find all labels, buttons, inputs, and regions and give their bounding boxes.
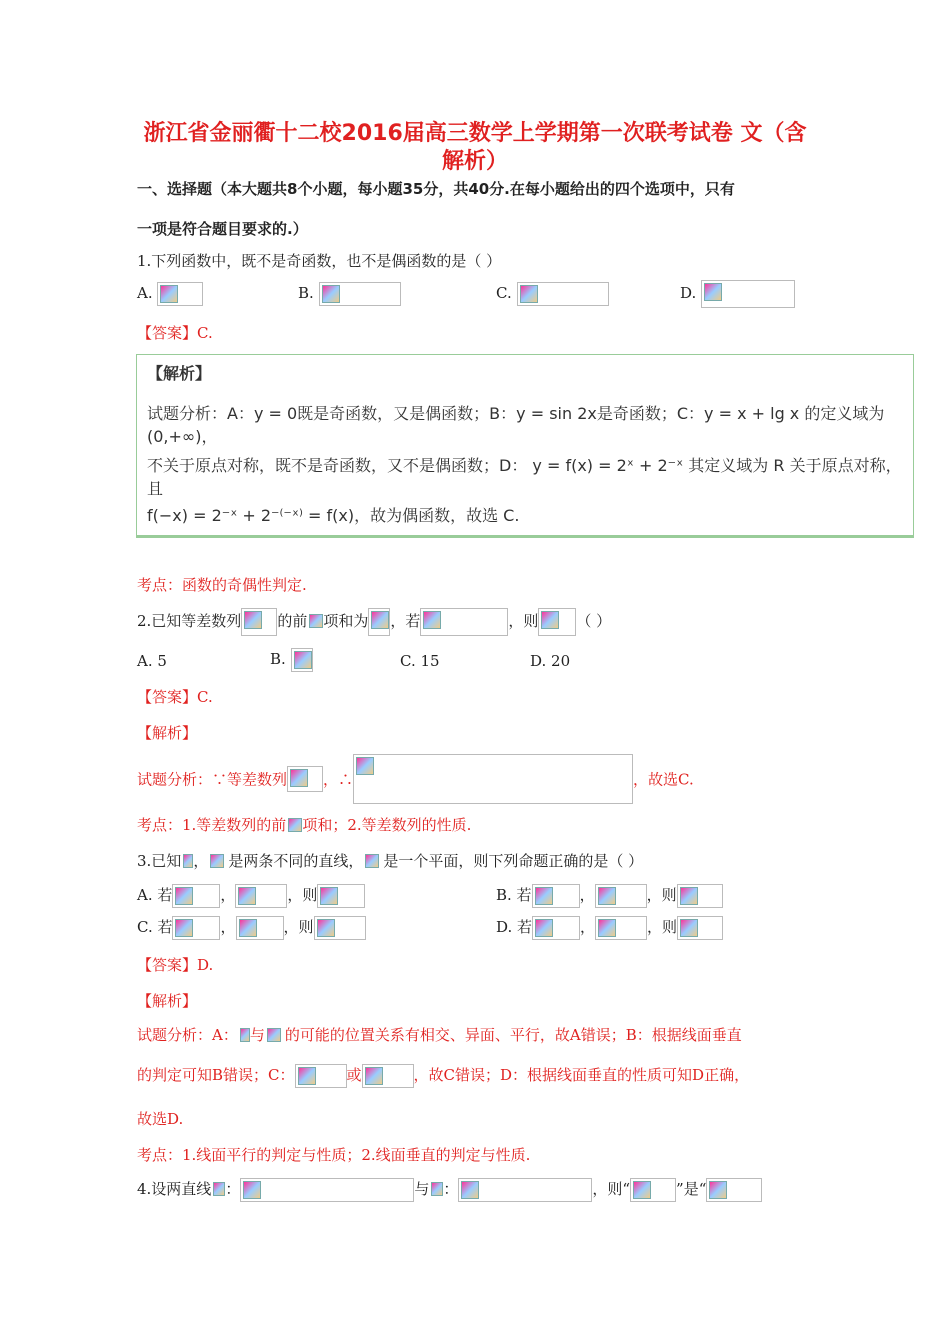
q1-point: 考点：函数的奇偶性判定.: [137, 576, 307, 594]
analysis-text: 的判定可知B错误；C：: [137, 1066, 295, 1084]
q1-analysis-line2: 不关于原点对称，既不是奇函数，又不是偶函数；D： y = f(x) = 2ˣ + 2⁻ˣ 其定义域为 R 关于原点对称，且: [147, 456, 902, 498]
q3-stem: [137, 850, 643, 873]
broken-image-icon: [211, 1179, 225, 1201]
q2-option-c: C. 15: [400, 652, 440, 670]
q2-option-d: D. 20: [530, 652, 571, 670]
option-label: C. 若: [137, 918, 173, 936]
stem-text: ，: [193, 852, 209, 870]
q1-stem: 1.下列函数中，既不是奇函数，也不是偶函数的是（ ）: [137, 252, 502, 270]
broken-image-icon: [172, 884, 220, 908]
q1-option-a: [137, 282, 203, 306]
q3-option-d: [496, 916, 723, 940]
broken-image-icon: [368, 608, 390, 636]
separator: ，: [220, 886, 236, 904]
separator: ，则: [646, 886, 677, 904]
stem-text: ：: [443, 1180, 459, 1198]
separator: ，则: [283, 918, 314, 936]
stem-text: ，则“: [592, 1180, 631, 1198]
broken-image-icon: [677, 916, 723, 940]
stem-text: 3.已知: [137, 852, 182, 870]
broken-image-icon: [238, 1025, 250, 1047]
stem-text: 项和为: [323, 612, 369, 630]
stem-text: ，则: [508, 612, 539, 630]
analysis-text: ，∴: [323, 770, 354, 789]
stem-text: 4.设两直线: [137, 1180, 212, 1198]
stem-text: 是一个平面，则下列命题正确的是（ ）: [383, 852, 644, 870]
q1-analysis-line1: 试题分析：A：y = 0既是奇函数，又是偶函数；B：y = sin 2x是奇函数；C：y = x + lg x 的定义域为(0,+∞)，: [147, 404, 885, 446]
point-text: 项和；2.等差数列的性质.: [302, 816, 472, 834]
option-label: A. 若: [137, 886, 173, 904]
option-label: D. 若: [496, 918, 533, 936]
broken-image-icon: [157, 282, 203, 306]
broken-image-icon: [706, 1178, 762, 1202]
option-label: B.: [270, 650, 286, 668]
q1-analysis-box: [136, 354, 914, 538]
broken-image-icon: [319, 282, 401, 306]
q4-stem: [137, 1178, 762, 1202]
section-heading-line2: 一项是符合题目要求的.）: [137, 220, 308, 238]
separator: ，: [220, 918, 236, 936]
broken-image-icon: [532, 916, 580, 940]
broken-image-icon: [517, 282, 609, 306]
analysis-text: 或: [346, 1066, 362, 1084]
document-title-line2: 解析）: [441, 149, 508, 174]
stem-text: 与: [414, 1180, 430, 1198]
separator: ，: [580, 918, 596, 936]
option-label: B. 若: [496, 886, 532, 904]
stem-text: 的前: [277, 612, 308, 630]
q2-point: [137, 814, 471, 837]
broken-image-icon: [265, 1025, 285, 1047]
broken-image-icon: [595, 884, 647, 908]
broken-image-icon: [208, 851, 228, 873]
broken-image-icon: [458, 1178, 592, 1202]
q1-option-b: [298, 282, 401, 306]
stem-text: ，若: [390, 612, 421, 630]
analysis-text: 与: [249, 1026, 265, 1044]
section-heading-line1: 一、选择题（本大题共8个小题，每小题35分，共40分.在每小题给出的四个选项中，只有: [137, 180, 735, 198]
stem-text: 是两条不同的直线，: [228, 852, 364, 870]
broken-image-icon: [353, 754, 633, 804]
q3-analysis-title: 【解析】: [137, 992, 198, 1010]
document-title-line1: 浙江省金丽衢十二校2016届高三数学上学期第一次联考试卷 文（含: [143, 121, 807, 146]
q1-option-d: [680, 280, 795, 308]
q3-point: 考点：1.线面平行的判定与性质；2.线面垂直的判定与性质.: [137, 1146, 531, 1164]
broken-image-icon: [420, 608, 508, 636]
stem-text: ：: [225, 1180, 241, 1198]
q3-analysis-line2: [137, 1064, 749, 1088]
broken-image-icon: [701, 280, 795, 308]
q2-option-a: A. 5: [137, 652, 167, 670]
analysis-text: ，故C错误；D：根据线面垂直的性质可知D正确，: [413, 1066, 750, 1084]
broken-image-icon: [240, 1178, 414, 1202]
broken-image-icon: [307, 611, 323, 633]
stem-text: ”是“: [676, 1180, 707, 1198]
q3-analysis-line1: [137, 1024, 742, 1047]
q2-analysis-title: 【解析】: [137, 724, 198, 742]
broken-image-icon: [172, 916, 220, 940]
broken-image-icon: [538, 608, 576, 636]
analysis-text: 试题分析：∵等差数列: [137, 770, 288, 789]
broken-image-icon: [532, 884, 580, 908]
broken-image-icon: [630, 1178, 676, 1202]
stem-text: （ ）: [576, 612, 612, 630]
separator: ，则: [647, 918, 678, 936]
analysis-text: 试题分析：A：: [137, 1026, 238, 1044]
broken-image-icon: [595, 916, 647, 940]
option-label: C.: [496, 284, 512, 302]
broken-image-icon: [236, 916, 284, 940]
broken-image-icon: [317, 884, 365, 908]
broken-image-icon: [429, 1179, 443, 1201]
q2-answer: 【答案】C.: [137, 688, 213, 706]
stem-text: 2.已知等差数列: [137, 612, 242, 630]
broken-image-icon: [314, 916, 366, 940]
broken-image-icon: [287, 766, 323, 792]
separator: ，则: [287, 886, 318, 904]
q3-option-b: [496, 884, 723, 908]
option-label: D.: [680, 284, 697, 302]
broken-image-icon: [295, 1064, 347, 1088]
broken-image-icon: [181, 851, 193, 873]
broken-image-icon: [362, 1064, 414, 1088]
broken-image-icon: [363, 851, 383, 873]
option-label: B.: [298, 284, 314, 302]
separator: ，: [579, 886, 595, 904]
q1-option-c: [496, 282, 609, 306]
broken-image-icon: [291, 648, 313, 672]
q1-analysis-line3: f(−x) = 2⁻ˣ + 2⁻⁽⁻ˣ⁾ = f(x)，故为偶函数，故选 C.: [147, 506, 520, 525]
broken-image-icon: [286, 815, 302, 837]
q3-answer: 【答案】D.: [137, 956, 214, 974]
option-label: A.: [137, 284, 153, 302]
q2-stem: [137, 608, 611, 636]
broken-image-icon: [235, 884, 287, 908]
q1-answer: 【答案】C.: [137, 324, 213, 342]
q3-option-c: [137, 916, 366, 940]
analysis-text: ，故选C.: [633, 770, 694, 789]
q1-analysis-title: 【解析】: [147, 364, 212, 383]
q3-option-a: [137, 884, 365, 908]
analysis-text: 的可能的位置关系有相交、异面、平行，故A错误；B：根据线面垂直: [284, 1026, 742, 1044]
broken-image-icon: [677, 884, 723, 908]
broken-image-icon: [241, 608, 277, 636]
point-text: 考点：1.等差数列的前: [137, 816, 287, 834]
q3-analysis-line3: 故选D.: [137, 1110, 184, 1128]
q2-option-b: [270, 648, 313, 672]
q2-analysis: [137, 754, 694, 804]
